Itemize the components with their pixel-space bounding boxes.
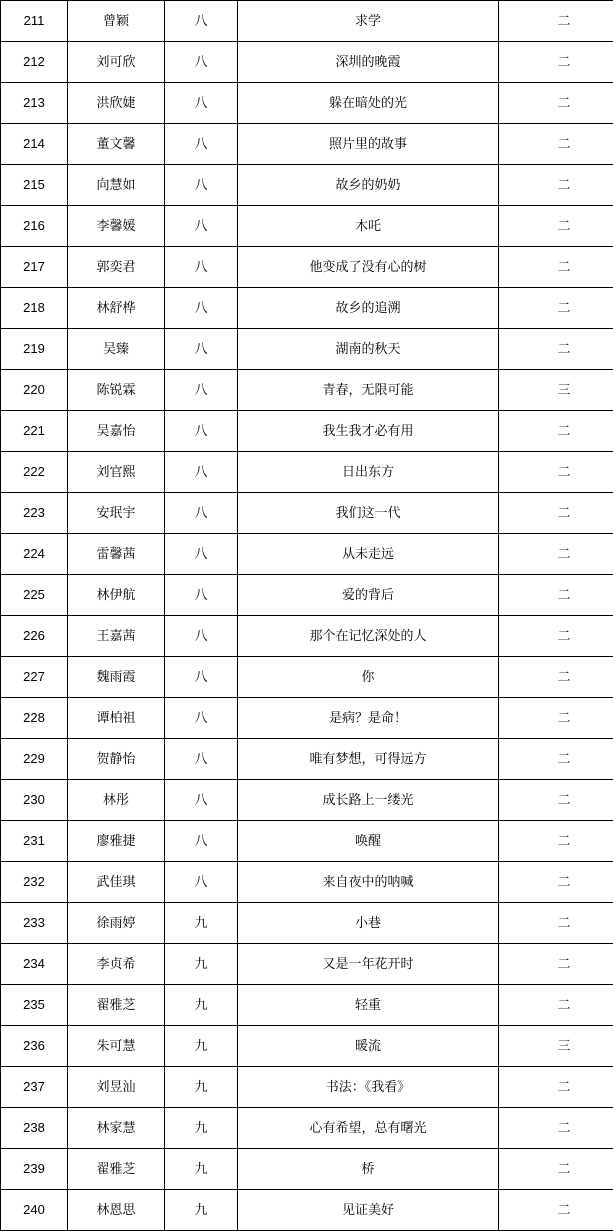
cell-prize: 二	[499, 944, 613, 985]
cell-prize: 二	[499, 1149, 613, 1190]
cell-grade: 八	[165, 452, 238, 493]
cell-number: 225	[1, 575, 68, 616]
table-row	[1, 944, 613, 985]
cell-name: 朱可慧	[68, 1026, 165, 1067]
cell-number: 236	[1, 1026, 68, 1067]
cell-grade: 九	[165, 985, 238, 1026]
cell-number: 212	[1, 42, 68, 83]
cell-name: 谭柏祖	[68, 698, 165, 739]
cell-title: 湖南的秋天	[238, 329, 499, 370]
table-row	[1, 1149, 613, 1190]
cell-title: 故乡的奶奶	[238, 165, 499, 206]
table-row	[1, 821, 613, 862]
cell-number: 214	[1, 124, 68, 165]
cell-number: 240	[1, 1190, 68, 1231]
cell-prize: 二	[499, 165, 613, 206]
table-row	[1, 739, 613, 780]
cell-grade: 九	[165, 1108, 238, 1149]
cell-name: 林家慧	[68, 1108, 165, 1149]
cell-prize: 二	[499, 1067, 613, 1108]
cell-number: 234	[1, 944, 68, 985]
cell-number: 221	[1, 411, 68, 452]
cell-number: 222	[1, 452, 68, 493]
cell-prize: 二	[499, 575, 613, 616]
cell-number: 220	[1, 370, 68, 411]
table-row	[1, 1108, 613, 1149]
cell-prize: 二	[499, 616, 613, 657]
cell-number: 219	[1, 329, 68, 370]
cell-grade: 八	[165, 616, 238, 657]
table-row	[1, 1067, 613, 1108]
table-row	[1, 83, 613, 124]
cell-name: 曾颖	[68, 1, 165, 42]
cell-grade: 八	[165, 657, 238, 698]
cell-number: 211	[1, 1, 68, 42]
cell-prize: 二	[499, 862, 613, 903]
cell-prize: 二	[499, 288, 613, 329]
table-row	[1, 411, 613, 452]
cell-prize: 二	[499, 42, 613, 83]
cell-grade: 八	[165, 42, 238, 83]
cell-grade: 八	[165, 739, 238, 780]
cell-number: 233	[1, 903, 68, 944]
cell-prize: 二	[499, 452, 613, 493]
cell-prize: 二	[499, 739, 613, 780]
cell-title: 那个在记忆深处的人	[238, 616, 499, 657]
cell-number: 237	[1, 1067, 68, 1108]
cell-grade: 八	[165, 329, 238, 370]
cell-grade: 九	[165, 944, 238, 985]
cell-prize: 二	[499, 821, 613, 862]
cell-grade: 八	[165, 124, 238, 165]
table-row	[1, 862, 613, 903]
cell-name: 雷馨茜	[68, 534, 165, 575]
cell-grade: 八	[165, 83, 238, 124]
cell-name: 林彤	[68, 780, 165, 821]
cell-title: 青春，无限可能	[238, 370, 499, 411]
cell-prize: 二	[499, 1190, 613, 1231]
table-row	[1, 985, 613, 1026]
cell-name: 魏雨霞	[68, 657, 165, 698]
cell-prize: 二	[499, 493, 613, 534]
table-row	[1, 42, 613, 83]
cell-number: 230	[1, 780, 68, 821]
table-row	[1, 780, 613, 821]
cell-grade: 八	[165, 288, 238, 329]
cell-title: 从未走远	[238, 534, 499, 575]
cell-title: 桥	[238, 1149, 499, 1190]
cell-name: 陈锐霖	[68, 370, 165, 411]
cell-title: 暖流	[238, 1026, 499, 1067]
cell-title: 他变成了没有心的树	[238, 247, 499, 288]
cell-number: 235	[1, 985, 68, 1026]
cell-prize: 二	[499, 1108, 613, 1149]
cell-grade: 九	[165, 1190, 238, 1231]
cell-name: 刘可欣	[68, 42, 165, 83]
table-row	[1, 657, 613, 698]
cell-grade: 八	[165, 411, 238, 452]
cell-title: 求学	[238, 1, 499, 42]
cell-title: 是病？是命！	[238, 698, 499, 739]
cell-name: 向慧如	[68, 165, 165, 206]
cell-number: 238	[1, 1108, 68, 1149]
cell-prize: 二	[499, 903, 613, 944]
cell-title: 躲在暗处的光	[238, 83, 499, 124]
cell-grade: 八	[165, 493, 238, 534]
cell-name: 贺静怡	[68, 739, 165, 780]
cell-grade: 八	[165, 370, 238, 411]
cell-prize: 二	[499, 206, 613, 247]
table-row	[1, 124, 613, 165]
cell-name: 李贞希	[68, 944, 165, 985]
cell-name: 吴臻	[68, 329, 165, 370]
table-row	[1, 698, 613, 739]
cell-grade: 八	[165, 165, 238, 206]
cell-number: 224	[1, 534, 68, 575]
cell-title: 日出东方	[238, 452, 499, 493]
cell-title: 成长路上一缕光	[238, 780, 499, 821]
cell-prize: 二	[499, 657, 613, 698]
cell-number: 227	[1, 657, 68, 698]
cell-title: 我们这一代	[238, 493, 499, 534]
cell-prize: 二	[499, 411, 613, 452]
table-row	[1, 616, 613, 657]
table-row	[1, 247, 613, 288]
cell-grade: 八	[165, 1, 238, 42]
table-row	[1, 329, 613, 370]
cell-name: 翟雅芝	[68, 985, 165, 1026]
cell-title: 轻重	[238, 985, 499, 1026]
cell-title: 来自夜中的呐喊	[238, 862, 499, 903]
table-row	[1, 206, 613, 247]
table-row	[1, 534, 613, 575]
cell-prize: 二	[499, 329, 613, 370]
cell-name: 林舒桦	[68, 288, 165, 329]
cell-prize: 二	[499, 83, 613, 124]
cell-prize: 二	[499, 247, 613, 288]
cell-number: 215	[1, 165, 68, 206]
cell-number: 213	[1, 83, 68, 124]
cell-prize: 二	[499, 1, 613, 42]
cell-number: 218	[1, 288, 68, 329]
cell-grade: 八	[165, 206, 238, 247]
cell-title: 爱的背后	[238, 575, 499, 616]
cell-title: 你	[238, 657, 499, 698]
cell-grade: 八	[165, 780, 238, 821]
cell-name: 李馨媛	[68, 206, 165, 247]
cell-prize: 二	[499, 698, 613, 739]
cell-number: 232	[1, 862, 68, 903]
cell-name: 林伊航	[68, 575, 165, 616]
table-row	[1, 288, 613, 329]
cell-name: 武佳琪	[68, 862, 165, 903]
cell-title: 故乡的追溯	[238, 288, 499, 329]
cell-grade: 八	[165, 247, 238, 288]
cell-grade: 九	[165, 903, 238, 944]
cell-title: 我生我才必有用	[238, 411, 499, 452]
cell-name: 刘官熙	[68, 452, 165, 493]
cell-number: 226	[1, 616, 68, 657]
table-row	[1, 452, 613, 493]
cell-prize: 二	[499, 124, 613, 165]
cell-title: 书法：《我看》	[238, 1067, 499, 1108]
cell-grade: 八	[165, 534, 238, 575]
cell-grade: 九	[165, 1149, 238, 1190]
cell-name: 徐雨婷	[68, 903, 165, 944]
cell-grade: 九	[165, 1067, 238, 1108]
cell-title: 唤醒	[238, 821, 499, 862]
cell-name: 翟雅芝	[68, 1149, 165, 1190]
table-body	[1, 1, 613, 1231]
cell-grade: 九	[165, 1026, 238, 1067]
table-row	[1, 493, 613, 534]
cell-number: 239	[1, 1149, 68, 1190]
cell-grade: 八	[165, 862, 238, 903]
cell-grade: 八	[165, 575, 238, 616]
cell-number: 231	[1, 821, 68, 862]
cell-title: 心有希望，总有曙光	[238, 1108, 499, 1149]
cell-name: 王嘉茜	[68, 616, 165, 657]
table-row	[1, 1026, 613, 1067]
cell-name: 刘昱汕	[68, 1067, 165, 1108]
cell-name: 郭奕君	[68, 247, 165, 288]
cell-prize: 二	[499, 985, 613, 1026]
cell-prize: 二	[499, 534, 613, 575]
cell-prize: 二	[499, 780, 613, 821]
cell-grade: 八	[165, 698, 238, 739]
table-row	[1, 370, 613, 411]
table-row	[1, 903, 613, 944]
cell-title: 深圳的晚霞	[238, 42, 499, 83]
table-row	[1, 165, 613, 206]
cell-number: 217	[1, 247, 68, 288]
cell-prize: 三	[499, 370, 613, 411]
cell-name: 吴嘉怡	[68, 411, 165, 452]
cell-number: 216	[1, 206, 68, 247]
cell-name: 董文馨	[68, 124, 165, 165]
cell-name: 林恩思	[68, 1190, 165, 1231]
cell-title: 又是一年花开时	[238, 944, 499, 985]
cell-title: 见证美好	[238, 1190, 499, 1231]
table-row	[1, 1, 613, 42]
cell-title: 唯有梦想，可得远方	[238, 739, 499, 780]
cell-title: 木吒	[238, 206, 499, 247]
cell-grade: 八	[165, 821, 238, 862]
cell-name: 洪欣婕	[68, 83, 165, 124]
cell-name: 安珉宇	[68, 493, 165, 534]
cell-name: 廖雅捷	[68, 821, 165, 862]
cell-number: 229	[1, 739, 68, 780]
cell-title: 照片里的故事	[238, 124, 499, 165]
cell-number: 228	[1, 698, 68, 739]
table-row	[1, 1190, 613, 1231]
cell-prize: 三	[499, 1026, 613, 1067]
table-row	[1, 575, 613, 616]
cell-title: 小巷	[238, 903, 499, 944]
cell-number: 223	[1, 493, 68, 534]
